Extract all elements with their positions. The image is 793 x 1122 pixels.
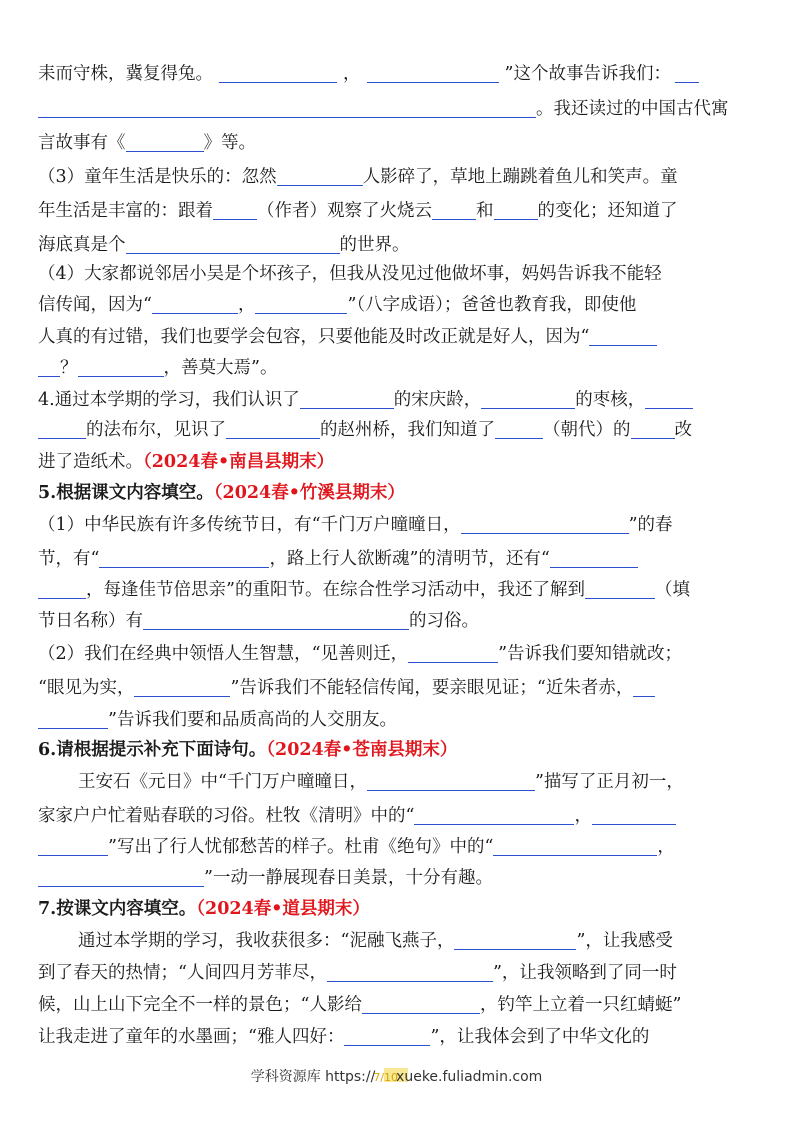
text: 进了造纸术。	[38, 452, 143, 472]
answer-blank[interactable]	[589, 325, 657, 346]
text: （4）大家都说邻居小吴是个坏孩子，但我从没见过他做坏事，妈妈告诉我不能轻	[38, 264, 662, 284]
answer-blank[interactable]	[126, 131, 204, 152]
answer-blank[interactable]	[362, 993, 480, 1014]
text: 的赵州桥，我们知道了	[320, 420, 495, 440]
text-line	[38, 509, 758, 541]
text: 候，山上山下完全不一样的景色；“人影给	[38, 995, 362, 1015]
text: ，	[657, 837, 675, 857]
text: 通过本学期的学习，我收获很多：“泥融飞燕子，	[78, 931, 455, 951]
answer-blank[interactable]	[414, 804, 574, 825]
answer-blank[interactable]	[152, 293, 238, 314]
text: 让我走进了童年的水墨画；“雅人四好：	[38, 1027, 345, 1047]
text-line	[38, 384, 758, 416]
text-line	[38, 1021, 758, 1053]
text-line	[38, 446, 758, 478]
text: ，	[574, 806, 592, 826]
text: ，每逢佳节倍思亲”的重阳节。在综合性学习活动中，我还了解到	[86, 580, 585, 600]
section-heading	[38, 734, 758, 766]
text: ”的春	[628, 515, 673, 535]
text: 节，有“	[38, 549, 100, 569]
answer-blank[interactable]	[592, 804, 676, 825]
answer-blank[interactable]	[367, 62, 499, 83]
text-line	[38, 672, 758, 704]
answer-blank[interactable]	[38, 97, 536, 118]
text: 的变化；还知道了	[537, 201, 678, 221]
text: 家家户户忙着贴春联的习俗。杜牧《清明》中的“	[38, 806, 415, 826]
text: 耒而守株，冀复得兔。	[38, 64, 213, 84]
text: ，钓竿上立着一只红蜻蜓”	[479, 995, 682, 1015]
text: ”，让我体会到了中华文化的	[430, 1027, 650, 1047]
answer-blank[interactable]	[134, 676, 230, 697]
text: ”告诉我们不能轻信传闻，要亲眼见证；“近朱者赤，	[230, 678, 634, 698]
answer-blank[interactable]	[38, 708, 108, 729]
text: 4.通过本学期的学习，我们认识了	[38, 390, 300, 410]
text: ”告诉我们要和品质高尚的人交朋友。	[108, 710, 397, 730]
text-line	[38, 289, 758, 321]
answer-blank[interactable]	[493, 835, 657, 856]
text: （3）童年生活是快乐的：忽然	[38, 167, 277, 187]
answer-blank[interactable]	[461, 513, 629, 534]
text-line	[38, 414, 758, 446]
answer-blank[interactable]	[300, 388, 394, 409]
answer-blank[interactable]	[645, 388, 693, 409]
answer-blank[interactable]	[633, 676, 655, 697]
text: 的法布尔，见识了	[86, 420, 226, 440]
answer-blank[interactable]	[78, 356, 164, 377]
text-line	[38, 989, 758, 1021]
text-line	[38, 638, 758, 670]
text-line	[38, 831, 758, 863]
text: ，	[343, 64, 361, 84]
answer-blank[interactable]	[631, 418, 675, 439]
text: 王安石《元日》中“千门万户曈曈日，	[78, 772, 367, 792]
answer-blank[interactable]	[344, 1025, 430, 1046]
text: 7.按课文内容填空。	[38, 899, 197, 919]
footer-site-label: 学科资源库 https://	[250, 1069, 376, 1085]
text: ”（八字成语）；爸爸也教育我，即使他	[347, 295, 637, 315]
text: 言故事有《	[38, 133, 126, 153]
answer-blank[interactable]	[495, 418, 543, 439]
text: 的习俗。	[409, 611, 479, 631]
text-line	[38, 957, 758, 989]
text-line	[38, 862, 758, 894]
text: 信传闻，因为“	[38, 295, 152, 315]
text: 的枣核，	[575, 390, 646, 410]
text-line	[38, 800, 758, 832]
text-line	[38, 766, 758, 798]
text: 改	[674, 420, 692, 440]
answer-blank[interactable]	[585, 578, 655, 599]
text-line	[38, 161, 758, 193]
text: 的世界。	[339, 235, 410, 255]
answer-blank[interactable]	[126, 233, 340, 254]
page-footer	[0, 1066, 793, 1086]
answer-blank[interactable]	[550, 547, 638, 568]
text-line	[38, 605, 758, 637]
footer-domain-link[interactable]: xueke.fuliadmin.com	[396, 1069, 543, 1085]
text: ”一动一静展现春日美景，十分有趣。	[204, 868, 493, 888]
answer-blank[interactable]	[454, 929, 576, 950]
answer-blank[interactable]	[226, 418, 320, 439]
text: 人影碎了，草地上蹦跳着鱼儿和笑声。童	[362, 167, 678, 187]
text: 》等。	[203, 133, 256, 153]
answer-blank[interactable]	[219, 62, 337, 83]
answer-blank[interactable]	[277, 165, 363, 186]
text: ？	[60, 358, 78, 378]
text: ，路上行人欲断魂”的清明节，还有“	[269, 549, 550, 569]
text: （作者）观察了火烧云	[257, 201, 432, 221]
text-line	[38, 574, 758, 606]
text: ”，让我感受	[576, 931, 673, 951]
section-heading	[38, 893, 758, 925]
answer-blank[interactable]	[432, 199, 476, 220]
text: （填	[654, 580, 690, 600]
answer-blank[interactable]	[143, 609, 409, 630]
text-line	[38, 704, 758, 736]
text: （2）我们在经典中领悟人生智慧，“见善则迁，	[38, 644, 409, 664]
text: （朝代）的	[543, 420, 631, 440]
answer-blank[interactable]	[38, 356, 60, 377]
text: 和	[476, 201, 494, 221]
text: ，	[237, 295, 256, 315]
source-tag: （2024春•苍南县期末）	[266, 740, 458, 760]
text: 6.请根据提示补充下面诗句。	[38, 740, 267, 760]
text: 人真的有过错，我们也要学会包容，只要他能及时改正就是好人，因为“	[38, 327, 590, 347]
text-line	[38, 229, 758, 261]
text: ”，让我领略到了同一时	[492, 963, 677, 983]
page-number: 7/10	[373, 1071, 399, 1084]
text: ”这个故事告诉我们：	[504, 64, 671, 84]
answer-blank[interactable]	[38, 418, 86, 439]
answer-blank[interactable]	[367, 770, 535, 791]
source-tag: （2024春•道县期末）	[196, 899, 370, 919]
text: 海底真是个	[38, 235, 126, 255]
answer-blank[interactable]	[481, 388, 575, 409]
text-line	[38, 925, 758, 957]
answer-blank[interactable]	[213, 199, 257, 220]
answer-blank[interactable]	[38, 835, 108, 856]
text-line	[38, 127, 758, 159]
text: 年生活是丰富的：跟着	[38, 201, 213, 221]
source-tag: （2024春•竹溪县期末）	[213, 483, 405, 503]
text-line	[38, 58, 758, 90]
text: ”告诉我们要知错就改；	[498, 644, 683, 664]
text: ”写出了行人忧郁愁苦的样子。杜甫《绝句》中的“	[108, 837, 494, 857]
source-tag: （2024春•南昌县期末）	[143, 452, 335, 472]
text-line	[38, 352, 758, 384]
text: 5.根据课文内容填空。	[38, 483, 214, 503]
text-line	[38, 258, 758, 290]
text: “眼见为实，	[38, 678, 135, 698]
answer-blank[interactable]	[255, 293, 347, 314]
answer-blank[interactable]	[38, 578, 86, 599]
text: 节日名称）有	[38, 611, 143, 631]
text: 。我还读过的中国古代寓	[536, 99, 729, 119]
text-line	[38, 321, 758, 353]
section-heading	[38, 477, 758, 509]
answer-blank[interactable]	[327, 961, 493, 982]
text: ，善莫大焉”。	[163, 358, 278, 378]
text-line	[38, 195, 758, 227]
answer-blank[interactable]	[38, 866, 204, 887]
text-line	[38, 93, 758, 125]
answer-blank[interactable]	[408, 642, 498, 663]
text: 的宋庆龄，	[393, 390, 482, 410]
answer-blank[interactable]	[99, 547, 269, 568]
answer-blank[interactable]	[675, 62, 699, 83]
text: （1）中华民族有许多传统节日，有“千门万户曈曈日，	[38, 515, 461, 535]
text-line	[38, 543, 758, 575]
text: ”描写了正月初一，	[534, 772, 684, 792]
answer-blank[interactable]	[494, 199, 538, 220]
text: 到了春天的热情；“人间四月芳菲尽，	[38, 963, 327, 983]
